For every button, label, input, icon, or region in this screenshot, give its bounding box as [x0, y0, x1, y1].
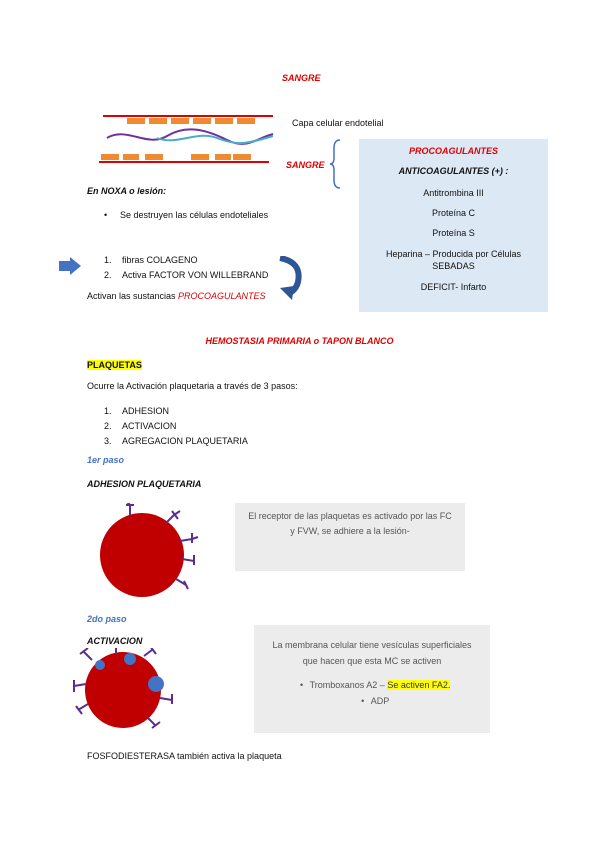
bullet-destruyen-text: Se destruyen las células endoteliales: [120, 210, 269, 220]
item-antitrombina: Antitrombina III: [423, 188, 484, 198]
noxa-heading: En NOXA o lesión:: [87, 186, 167, 196]
list-item: 1. fibras COLAGENO: [104, 255, 198, 265]
activacion-box-text: La membrana celular tiene vesículas superficiales que hacen que esta MC se activen: [272, 640, 472, 666]
activan-line: Activan las sustancias PROCOAGULANTES: [87, 291, 266, 301]
adhesion-heading: ADHESION PLAQUETARIA: [87, 479, 202, 489]
list-item: 1. ADHESION: [104, 406, 170, 416]
activation-list: [104, 253, 268, 283]
list-item: 2. ACTIVACION: [104, 421, 177, 431]
adhesion-box-text: El receptor de las plaquetas es activado por las FC y FVW, se adhiere a la lesión-: [248, 511, 452, 536]
title-sangre: SANGRE: [282, 73, 321, 83]
platelet-adhesion-illustration: [94, 503, 206, 599]
pasos-list: [104, 404, 248, 449]
bracket: [328, 138, 342, 190]
capa-label: Capa celular endotelial: [292, 118, 384, 128]
procoag-title: PROCOAGULANTES: [408, 146, 498, 156]
activacion-box: [254, 625, 490, 733]
list-item: 2. Activa FACTOR VON WILLEBRAND: [104, 270, 269, 280]
list-item: 3. AGREGACION PLAQUETARIA: [104, 436, 248, 446]
paso2-label: 2do paso: [87, 614, 127, 624]
ocurre-text: Ocurre la Activación plaquetaria a través de 3 pasos:: [87, 381, 298, 391]
item-heparina: Heparina – Producida por Células SEBADAS: [385, 249, 522, 271]
anticoag-subtitle: ANTICOAGULANTES (+) :: [398, 166, 509, 176]
procoagulantes-box: [359, 139, 548, 312]
endothelial-diagram: [97, 108, 277, 170]
activacion-heading: ACTIVACION: [87, 636, 143, 646]
hemostasia-title: HEMOSTASIA PRIMARIA o TAPON BLANCO: [205, 336, 394, 346]
bullet-adp: • ADP: [361, 696, 390, 706]
platelet-activation-illustration: [68, 648, 180, 734]
bullet-tromboxanos: • Tromboxanos A2 – Se activen FA2.: [300, 680, 451, 690]
item-proteina-s: Proteína S: [432, 228, 475, 238]
sangre-label: SANGRE: [286, 160, 325, 170]
item-proteina-c: Proteína C: [431, 208, 476, 218]
plaquetas-label: PLAQUETAS: [87, 360, 142, 370]
bullet-destruyen: • Se destruyen las células endoteliales: [104, 210, 269, 220]
paso1-label: 1er paso: [87, 455, 125, 465]
adhesion-box: [235, 503, 465, 571]
item-deficit: DEFICIT- Infarto: [420, 282, 487, 292]
fosfodiesterasa-text: FOSFODIESTERASA también activa la plaqueta: [87, 751, 282, 761]
arrow-right-icon: [58, 256, 82, 276]
curved-arrow-icon: [276, 256, 304, 302]
